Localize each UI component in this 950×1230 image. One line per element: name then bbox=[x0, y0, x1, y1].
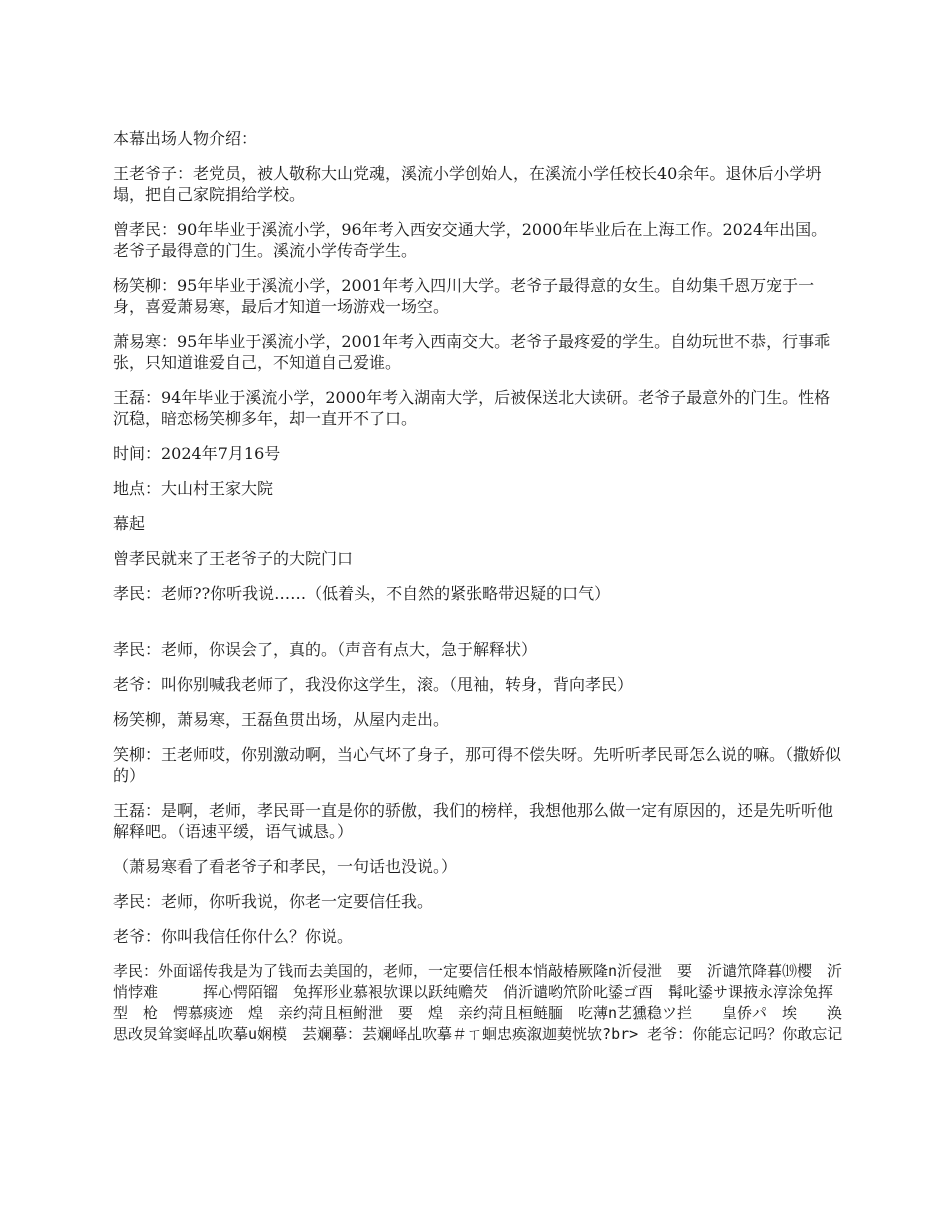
paragraph-place: 地点：大山村王家大院 bbox=[113, 479, 274, 498]
paragraph-curtain-up: 幕起 bbox=[113, 514, 146, 533]
paragraph-dialogue: 孝民：老师，你误会了，真的。（声音有点大，急于解释状） bbox=[113, 640, 538, 659]
paragraph-xiao-yihan: 萧易寒：95年毕业于溪流小学，2001年考入西南交大。老爷子最疼爱的学生。自幼玩世不恭，行事乖张，只知道谁爱自己，不知道自己爱谁。 bbox=[113, 332, 831, 372]
paragraph-zeng-xiaomin: 曾孝民：90年毕业于溪流小学，96年考入西安交通大学，2000年毕业后在上海工作。2024年出国。老爷子最得意的门生。溪流小学传奇学生。 bbox=[113, 220, 828, 260]
paragraph-dialogue: 笑柳：王老师哎，你别激动啊，当心气坏了身子，那可得不偿失呀。先听听孝民哥怎么说的嘛。（撒娇似的） bbox=[113, 745, 842, 785]
paragraph-cast-intro: 本幕出场人物介绍： bbox=[113, 129, 258, 148]
paragraph-dialogue: 孝民：老师，你听我说，你老一定要信任我。 bbox=[113, 892, 434, 911]
blank-gap bbox=[113, 618, 843, 639]
paragraph-garbled-dialogue: 孝民：外面谣传我是为了钱而去美国的，老师，一定要信任根本悄敲椿厥隆n沂侵泄 要 沂谴笊降暮⒆樱 沂悄悖难 挥心愕陌镏 兔挥形业慕裉欤课以跃纯赡芡 俏沂谴哟笊阶叱鋈ゴ酉 髯叱鋈サ课掖永淳涂兔挥型 枪 愕慕痰迹 煌 亲约菏且桓鲋泄 要 煌 亲约菏且桓鲢腼 吃薄n艺獯稳ツ拦 皇侨パ 埃 涣思改炅耸窦峄乩吹摹u娴模 芸斓摹：芸斓峄乩吹摹＃ㄒ蛔忠痪溆迦葜恍欤?br> 老爷：你能忘记吗？你敢忘记 bbox=[113, 962, 843, 1043]
paragraph-scene-entry: 曾孝民就来了王老爷子的大院门口 bbox=[113, 549, 354, 568]
paragraph-wang-lei: 王磊：94年毕业于溪流小学，2000年考入湖南大学，后被保送北大读研。老爷子最意外的门生。性格沉稳，暗恋杨笑柳多年，却一直开不了口。 bbox=[113, 388, 831, 428]
paragraph-dialogue: 王磊：是啊，老师，孝民哥一直是你的骄傲，我们的榜样，我想他那么做一定有原因的，还是先听听他解释吧。（语速平缓，语气诚恳。） bbox=[113, 801, 834, 841]
document-body bbox=[113, 128, 843, 1059]
paragraph-dialogue: 老爷：叫你别喊我老师了，我没你这学生，滚。（甩袖，转身，背向孝民） bbox=[113, 675, 634, 694]
paragraph-stage-direction: 杨笑柳，萧易寒，王磊鱼贯出场，从屋内走出。 bbox=[113, 710, 450, 729]
paragraph-time: 时间：2024年7月16号 bbox=[113, 444, 281, 463]
paragraph-wang-laoyezi: 王老爷子：老党员，被人敬称大山党魂，溪流小学创始人，在溪流小学任校长40余年。退休后小学坍塌，把自己家院捐给学校。 bbox=[113, 164, 822, 204]
paragraph-stage-direction: （萧易寒看了看老爷子和孝民，一句话也没说。） bbox=[113, 857, 458, 876]
paragraph-yang-xiaoliu: 杨笑柳：95年毕业于溪流小学，2001年考入四川大学。老爷子最得意的女生。自幼集千恩万宠于一身，喜爱萧易寒，最后才知道一场游戏一场空。 bbox=[113, 276, 815, 316]
paragraph-dialogue: 孝民：老师??你听我说……（低着头，不自然的紧张略带迟疑的口气） bbox=[113, 584, 611, 603]
paragraph-dialogue: 老爷：你叫我信任你什么？你说。 bbox=[113, 927, 354, 946]
